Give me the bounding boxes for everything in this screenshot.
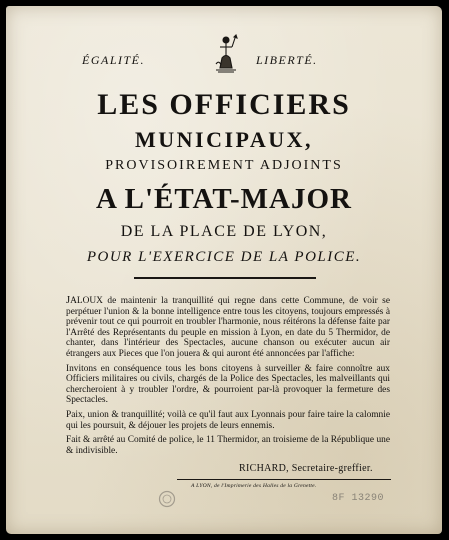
signature: RICHARD, Secretaire-greffier. (239, 463, 373, 474)
paragraph-1 (66, 296, 390, 360)
shelfmark: 8F 13290 (332, 493, 385, 504)
paragraph-2: Invitons en conséquence tous les bons citoyens à surveiller & faire connoître aux Officiers militaires ou civils, chargés de la Police des Spectacles, les malveillants qui chercheroient à y troubler l'ordre, & pourroient par-là provoquer la fermeture des Spectacles. (66, 363, 390, 406)
printer-imprint: A LYON, de l'Imprimerie des Halles de la Grenette. (191, 483, 317, 489)
title-line-6: POUR L'EXERCICE DE LA POLICE. (86, 249, 362, 265)
title-line-4: A L'ÉTAT-MAJOR (96, 183, 352, 215)
title-line-2: MUNICIPAUX, (134, 127, 314, 152)
title-line-3: PROVISOIREMENT ADJOINTS (105, 158, 343, 173)
title-line-5: DE LA PLACE DE LYON, (120, 223, 328, 240)
liberty-figure-icon (212, 34, 240, 74)
paragraph-1-initial: J (66, 295, 71, 306)
library-stamp-icon (158, 490, 176, 508)
title-divider (134, 277, 316, 279)
motto-liberte: LIBERTÉ. (256, 53, 318, 67)
paragraph-4: Fait & arrêté au Comité de police, le 11 Thermidor, an troisieme de la République une & indivisible. (66, 435, 390, 456)
poster-sheet (6, 6, 442, 534)
title-line-1: LES OFFICIERS (97, 88, 351, 121)
imprint-divider (177, 479, 391, 480)
paragraph-1-text: ALOUX de maintenir la tranquillité qui regne dans cette Commune, de voir se perpétuer l'union & la bonne intelligence entre tous les citoyens, toujours empressés à prévenir tout ce qui pourroit en troubler l'harmonie, nous réitérons la défense faite par l'Arrêté des Représentants du peuple en mission à Lyon, en date du 5 Thermidor, de chanter, dans l'intérieur des Spectacles, aucune chanson ou exécuter aucun air étrangers aux Pieces que l'on jouera & qui auront été annoncées par l'affiche: (66, 296, 390, 359)
decree-body (66, 296, 390, 460)
paragraph-3: Paix, union & tranquillité; voilà ce qu'il faut aux Lyonnais pour faire taire la calomnie qui les poursuit, & déjouer les projets de leurs ennemis. (66, 409, 390, 431)
motto-egalite: ÉGALITÉ. (82, 53, 145, 67)
